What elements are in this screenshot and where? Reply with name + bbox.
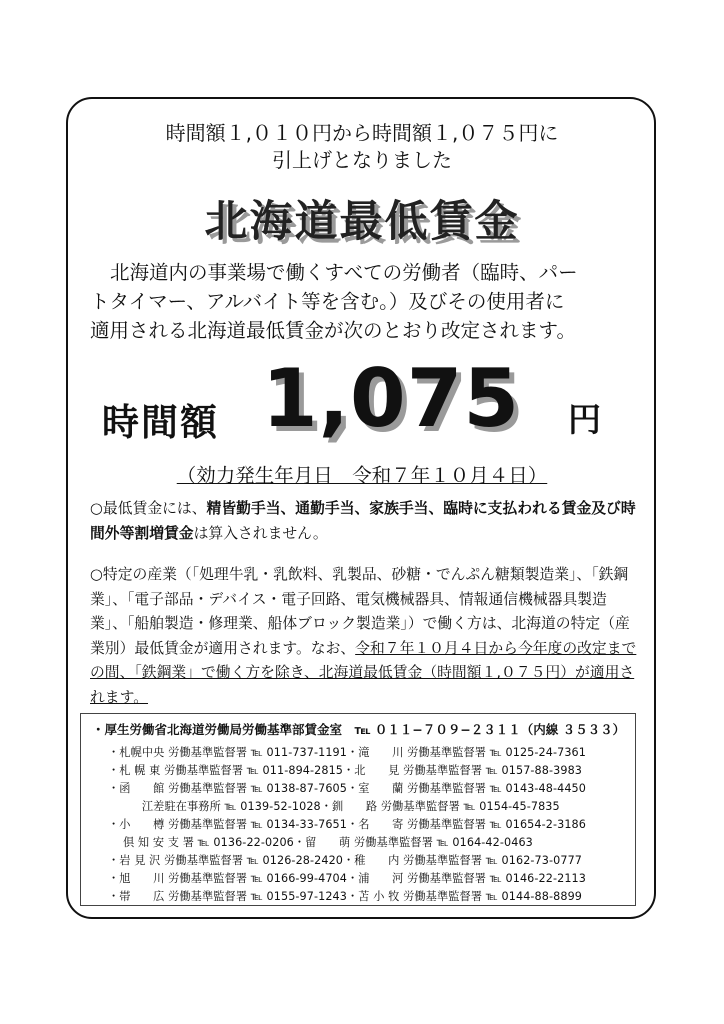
description-line-3: 適用される北海道最低賃金が次のとおり改定されます。 xyxy=(90,319,576,342)
wage-label: 時間額 xyxy=(102,401,219,444)
main-office-contact: ・厚生労働省北海道労働局労働基準部賃金室 ℡ ０１１−７０９−２３１１（内線 ３５３３） xyxy=(92,722,626,737)
description-line-1: 北海道内の事業場で働くすべての労働者（臨時、パー xyxy=(110,261,578,284)
note2-text: 特定の産業（「処理牛乳・乳飲料、乳製品、砂糖・でんぷん糖類製造業」、「鉄鋼業」、「電子部品・デバイス・電子回路、電気機械器具、情報通信機械器具製造業」、「船舶製造・修理業、船体ブロック製造業」）で働く方は、北海道の特定（産業別）最低賃金が適用されます。なお、 xyxy=(90,566,630,657)
note2-underlined-text: 令和７年１０月４日から今年度の改定までの間、「鉄鋼業」で働く方を除き、北海道最低賃金（時間額１,０７５円）が適用されます。 xyxy=(90,639,637,706)
wage-unit: 円 xyxy=(568,400,601,439)
note-bullet: ○ xyxy=(90,566,103,583)
office-row: ・帯 広 労働基準監督署 ℡ 0155-97-1243・苫 小 牧 労働基準監督署 ℡ 0144-88-8899 xyxy=(108,890,583,903)
office-row: 倶 知 安 支 署 ℡ 0136-22-0206・留 萌 労働基準監督署 ℡ 0164-42-0463 xyxy=(108,836,533,849)
office-row: ・岩 見 沢 労働基準監督署 ℡ 0126-28-2420・稚 内 労働基準監督署 ℡ 0162-73-0777 xyxy=(108,854,583,867)
note1-prefix: 最低賃金には、 xyxy=(102,500,207,517)
office-row: ・函 館 労働基準監督署 ℡ 0138-87-7605・室 蘭 労働基準監督署 ℡ 0143-48-4450 xyxy=(108,782,586,795)
note1-bold: 精皆勤手当、通勤手当、家族手当、臨時に支払われる賃金及び時間外等割増賃金 xyxy=(90,500,636,542)
intro-line-2: 引上げとなりました xyxy=(272,148,452,172)
note-bullet: ○ xyxy=(90,500,103,517)
wage-amount: 1,075 xyxy=(262,352,521,445)
effective-date-text: （効力発生年月日 令和７年１０月４日） xyxy=(176,464,548,487)
office-row: ・札 幌 東 労働基準監督署 ℡ 011-894-2815・北 見 労働基準監督署 ℡ 0157-88-3983 xyxy=(108,764,583,777)
page-title: 北海道最低賃金 xyxy=(204,197,520,247)
description-line-2: トタイマー、アルバイト等を含む。）及びその使用者に xyxy=(90,290,565,313)
office-row: ・札幌中央 労働基準監督署 ℡ 011-737-1191・滝 川 労働基準監督署 ℡ 0125-24-7361 xyxy=(108,746,586,759)
office-row: ・小 樽 労働基準監督署 ℡ 0134-33-7651・名 寄 労働基準監督署 ℡ 01654-2-3186 xyxy=(108,818,586,831)
note-specific-industry xyxy=(90,563,638,711)
office-row: ・旭 川 労働基準監督署 ℡ 0166-99-4704・浦 河 労働基準監督署 ℡ 0146-22-2113 xyxy=(108,872,586,885)
intro-line-1: 時間額１,０１０円から時間額１,０７５円に xyxy=(165,121,559,145)
office-row: 江差駐在事務所 ℡ 0139-52-1028・釧 路 労働基準監督署 ℡ 0154-45-7835 xyxy=(108,800,560,813)
note1-suffix: は算入されません。 xyxy=(193,524,328,542)
note-excluded-allowances xyxy=(90,497,638,546)
effective-date xyxy=(0,460,724,488)
